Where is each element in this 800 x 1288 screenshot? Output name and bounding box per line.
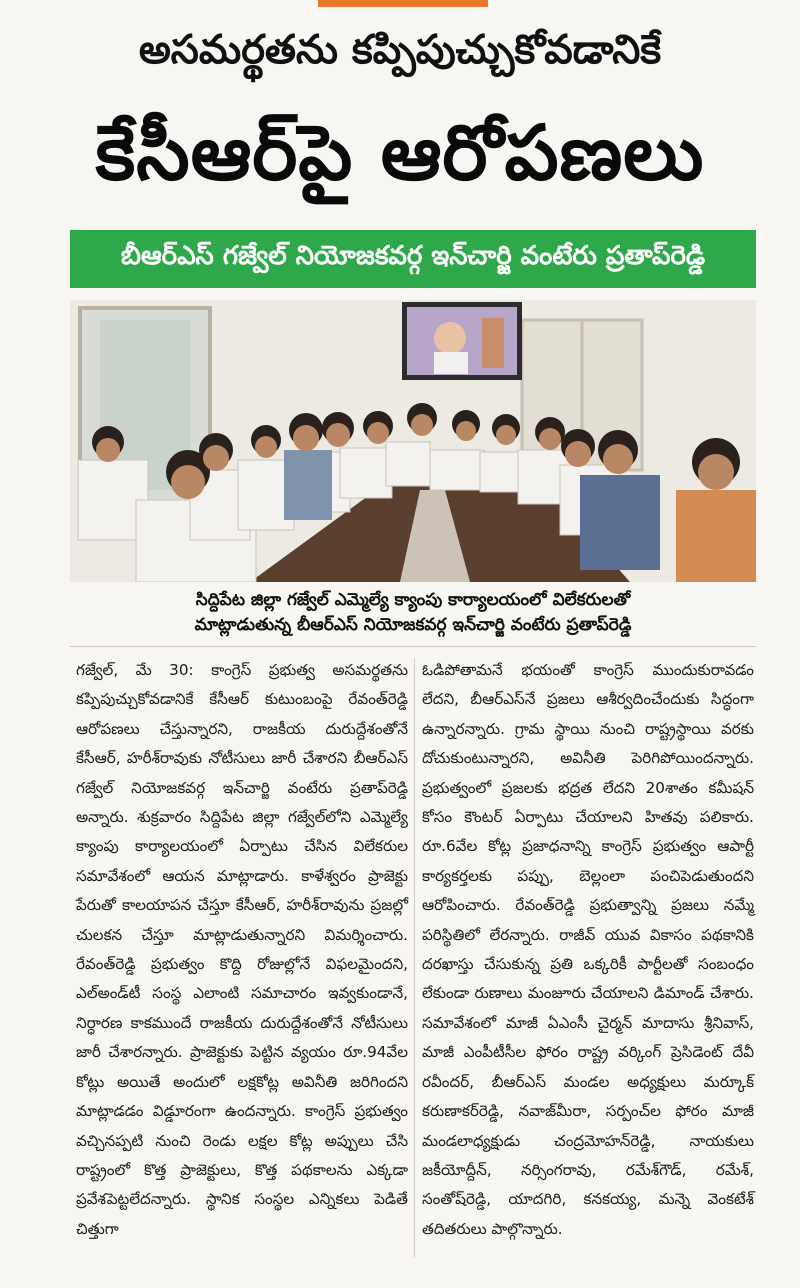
kicker-headline: అసమర్థతను కప్పిపుచ్చుకోవడానికే bbox=[138, 27, 662, 73]
caption-line-2: మాట్లాడుతున్న బీఆర్‌ఎస్ నియోజకవర్గ ఇన్‌చార్జి వంటేరు ప్రతాప్‌రెడ్డి bbox=[194, 615, 632, 635]
column-divider bbox=[414, 658, 415, 1258]
article-body-left-column bbox=[76, 656, 408, 1244]
main-headline: కేసీఆర్‌పై ఆరోపణలు bbox=[95, 108, 705, 197]
caption-line-1: సిద్దిపేట జిల్లా గజ్వేల్ ఎమ్మెల్యే క్యాంపు కార్యాలయంలో విలేకరులతో bbox=[195, 590, 631, 610]
photo-caption bbox=[70, 588, 756, 638]
body-paragraph-left: గజ్వేల్, మే 30: కాంగ్రెస్ ప్రభుత్వ అసమర్థతను కప్పిపుచ్చుకోవడానికే కేసీఆర్ కుటుంబంపై రేవంత్‌రెడ్డి ఆరోపణలు చేస్తున్నారని, రాజకీయ దురుద్దేశంతోనే కేసీఆర్, హరీశ్‌రావుకు నోటీసులు జారీ చేశారని బీఆర్‌ఎస్ గజ్వేల్ నియోజకవర్గ ఇన్‌చార్జి వంటేరు ప్రతాప్‌రెడ్డి అన్నారు. శుక్రవారం సిద్దిపేట జిల్లా గజ్వేల్‌లోని ఎమ్మెల్యే క్యాంపు కార్యాలయంలో ఏర్పాటు చేసిన విలేకరుల సమావేశంలో ఆయన మాట్లాడారు. కాళేశ్వరం ప్రాజెక్టు పేరుతో కాలయాపన చేస్తూ కేసీఆర్, హరీశ్‌రావును ప్రజల్లో చులకన చేస్తూ మాట్లాడుతున్నారని విమర్శించారు. రేవంత్‌రెడ్డి ప్రభుత్వం కొద్ది రోజుల్లోనే విఫలమైందని, ఎల్‌అండ్‌టీ సంస్థ ఎలాంటి సమాచారం ఇవ్వకుండానే, నిర్ధారణ కాకముందే రాజకీయ దురుద్దేశంతోనే నోటీసులు జారీ చేశారన్నారు. ప్రాజెక్టుకు పెట్టిన వ్యయం రూ.94వేల కోట్లు అయితే అందులో లక్షకోట్ల అవినీతి జరిగిందని మాట్లాడడం విడ్డూరంగా ఉందన్నారు. కాంగ్రెస్ ప్రభుత్వం వచ్చినప్పటి నుంచి రెండు లక్షల కోట్ల అప్పులు చేసి రాష్ట్రంలో కొత్త ప్రాజెక్టులు, కొత్త పథకాలను ఎక్కడా ప్రవేశపెట్టలేదన్నారు. స్థానిక సంస్థల ఎన్నికలు పెడితే చిత్తుగా bbox=[76, 661, 408, 1238]
caption-divider bbox=[70, 646, 756, 647]
article-body-right-column bbox=[422, 656, 754, 1244]
meeting-photo-illustration bbox=[70, 300, 756, 582]
news-photo bbox=[70, 300, 756, 582]
strap-text: బీఆర్‌ఎస్ గజ్వేల్ నియోజకవర్గ ఇన్‌చార్జి వంటేరు ప్రతాప్‌రెడ్డి bbox=[120, 241, 706, 271]
subheadline-strap bbox=[70, 230, 756, 288]
body-paragraph-right: ఓడిపోతామనే భయంతో కాంగ్రెస్ ముందుకురావడం లేదని, బీఆర్‌ఎస్‌నే ప్రజలు ఆశీర్వదించేందుకు సిద్ధంగా ఉన్నారన్నారు. గ్రామ స్థాయి నుంచి రాష్ట్రస్థాయి వరకు దోచుకుంటున్నారని, అవినీతి పెరిగిపోయిందన్నారు. ప్రభుత్వంలో ప్రజలకు భద్రత లేదని 20శాతం కమీషన్ కోసం కౌంటర్ ఏర్పాటు చేయాలని హితవు పలికారు. రూ.6వేల కోట్ల ప్రజాధనాన్ని కాంగ్రెస్ ప్రభుత్వం ఆపార్టీ కార్యకర్తలకు పప్పు, బెల్లంలా పంచిపెడుతుందని ఆరోపించారు. రేవంత్‌రెడ్డి ప్రభుత్వాన్ని ప్రజలు నమ్మే పరిస్థితిలో లేరన్నారు. రాజీవ్ యువ వికాసం పథకానికి దరఖాస్తు చేసుకున్న ప్రతి ఒక్కరికీ పార్టీలతో సంబంధం లేకుండా రుణాలు మంజూరు చేయాలని డిమాండ్ చేశారు. సమావేశంలో మాజీ ఏఎంసీ చైర్మన్ మాదాసు శ్రీనివాస్, మాజీ ఎంపీటీసీల ఫోరం రాష్ట్ర వర్కింగ్ ప్రెసిడెంట్ దేవీ రవీందర్, బీఆర్‌ఎస్ మండల అధ్యక్షులు మర్కూక్ కరుణాకర్‌రెడ్డి, నవాజ్‌మీరా, సర్పంచ్‌ల ఫోరం మాజీ మండలాధ్యక్షుడు చంద్రమోహన్‌రెడ్డి, నాయకులు జకీయోద్దీన్, నర్సింగరావు, రమేశ్‌గౌడ్, రమేశ్, సంతోష్‌రెడ్డి, యాదగిరి, కనకయ్య, మన్నె వెంకటేశ్ తదితరులు పాల్గొన్నారు. bbox=[422, 661, 754, 1238]
top-accent-bar bbox=[318, 0, 488, 7]
